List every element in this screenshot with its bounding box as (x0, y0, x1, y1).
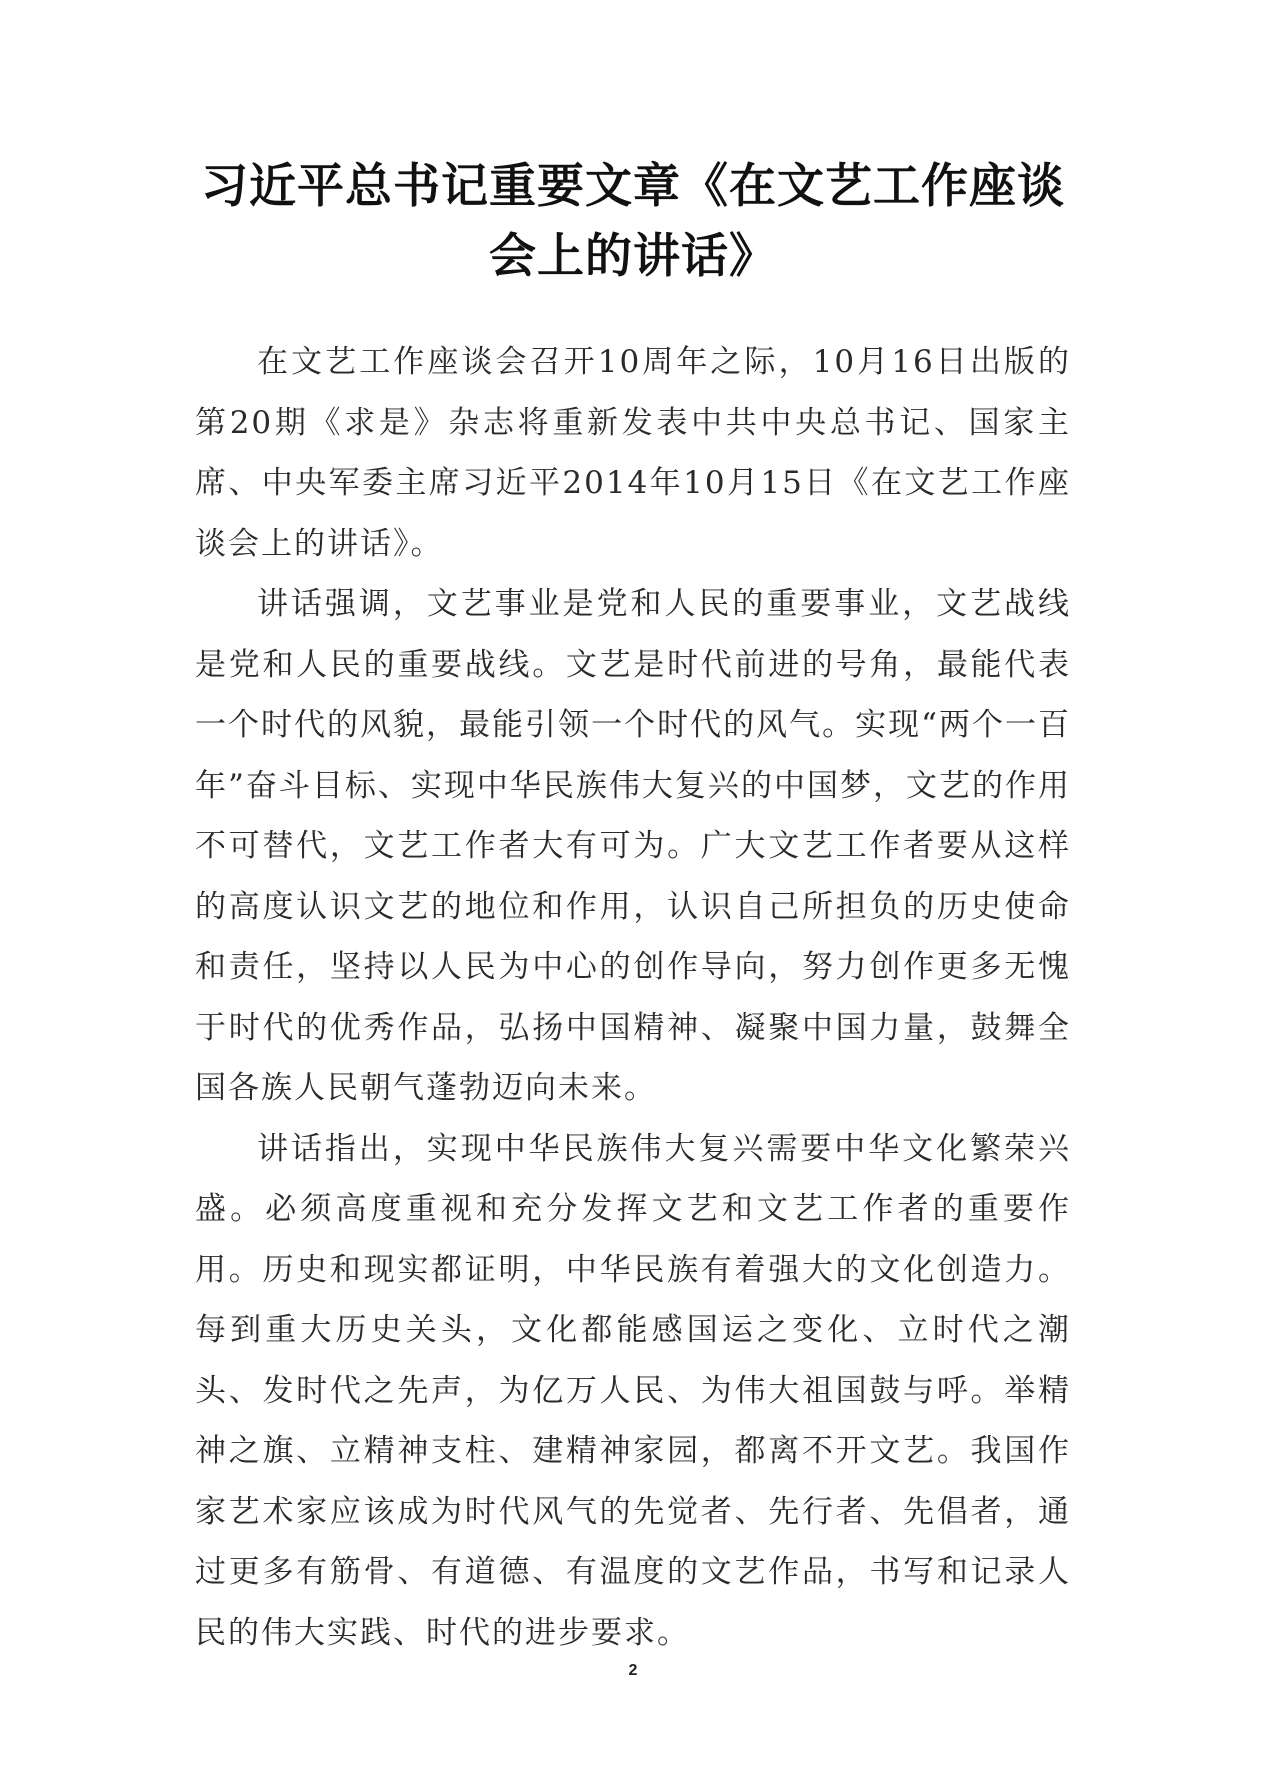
document-title: 习近平总书记重要文章《在文艺工作座谈会上的讲话》 (201, 159, 1065, 284)
page-number: 2 (628, 1662, 638, 1679)
paragraph-publication-notice: 在文艺工作座谈会召开10周年之际，10月16日出版的第20期《求是》杂志将重新发表中共中央总书记、国家主席、中央军委主席习近平2014年10月15日《在文艺工作座谈会上的讲话》。 (195, 344, 1071, 562)
document-body (195, 332, 1071, 1663)
paragraph-speech-points: 讲话指出，实现中华民族伟大复兴需要中华文化繁荣兴盛。必须高度重视和充分发挥文艺和文艺工作者的重要作用。历史和现实都证明，中华民族有着强大的文化创造力。每到重大历史关头，文化都能感国运之变化、立时代之潮头、发时代之先声，为亿万人民、为伟大祖国鼓与呼。举精神之旗、立精神支柱、建精神家园，都离不开文艺。我国作家艺术家应该成为时代风气的先觉者、先行者、先倡者，通过更多有筋骨、有道德、有温度的文艺作品，书写和记录人民的伟大实践、时代的进步要求。 (195, 1130, 1071, 1651)
paragraph-speech-emphasis: 讲话强调，文艺事业是党和人民的重要事业，文艺战线是党和人民的重要战线。文艺是时代前进的号角，最能代表一个时代的风貌，最能引领一个时代的风气。实现“两个一百年”奋斗目标、实现中华民族伟大复兴的中国梦，文艺的作用不可替代，文艺工作者大有可为。广大文艺工作者要从这样的高度认识文艺的地位和作用，认识自己所担负的历史使命和责任，坚持以人民为中心的创作导向，努力创作更多无愧于时代的优秀作品，弘扬中国精神、凝聚中国力量，鼓舞全国各族人民朝气蓬勃迈向未来。 (195, 586, 1071, 1106)
